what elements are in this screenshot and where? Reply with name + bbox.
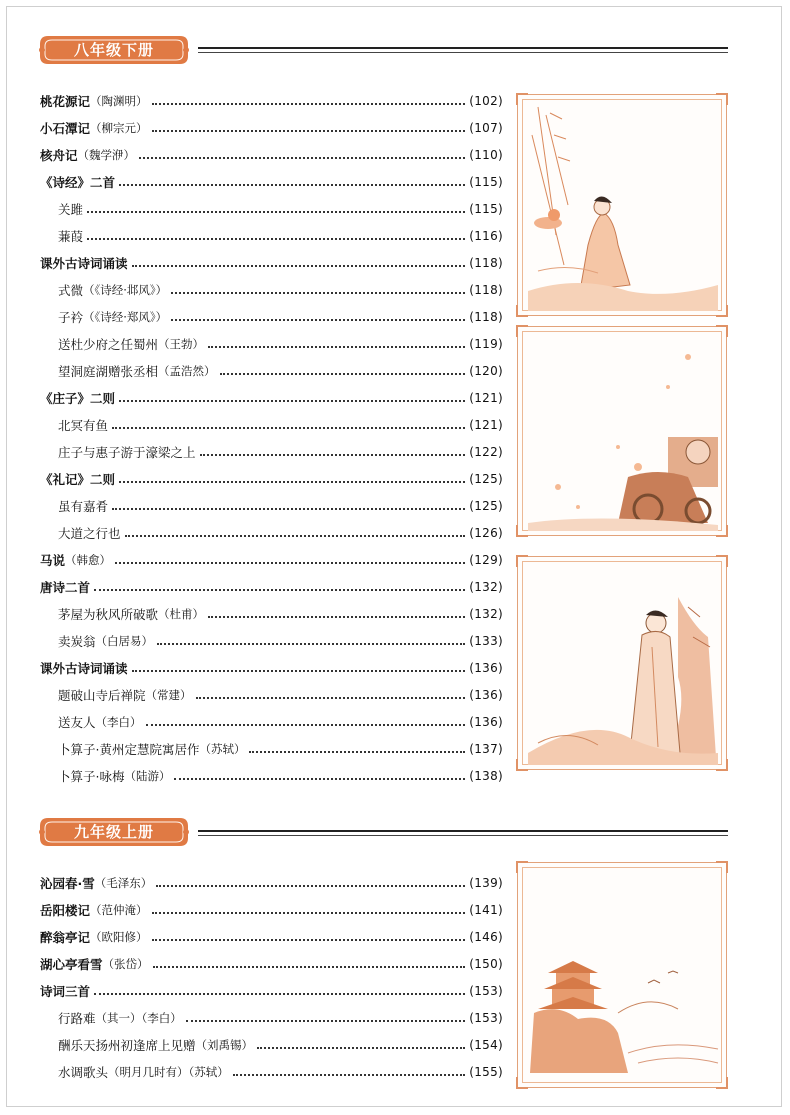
toc-entry[interactable]: 马说 （韩愈） (129) bbox=[40, 553, 503, 568]
section-title: 九年级上册 bbox=[73, 823, 154, 841]
toc-entry[interactable]: 《庄子》二则 (121) bbox=[40, 391, 503, 406]
toc-entry[interactable]: 子衿 （《诗经·郑风》） (118) bbox=[58, 310, 503, 325]
toc-entry[interactable]: 桃花源记 （陶渊明） (102) bbox=[40, 94, 503, 109]
toc-entry[interactable]: 《礼记》二则 (125) bbox=[40, 472, 503, 487]
toc-entry[interactable]: 诗词三首 (153) bbox=[40, 984, 503, 999]
toc-entry[interactable]: 望洞庭湖赠张丞相 （孟浩然） (120) bbox=[58, 364, 503, 379]
toc-entry[interactable]: 核舟记 （魏学洢） (110) bbox=[40, 148, 503, 163]
toc-entry[interactable]: 关雎 (115) bbox=[58, 202, 503, 217]
header-rule-thin bbox=[198, 52, 728, 53]
toc-entry[interactable]: 行路难 （其一）（李白） (153) bbox=[58, 1011, 503, 1026]
pavilion-landscape-illustration bbox=[517, 862, 727, 1088]
section-banner bbox=[38, 816, 190, 848]
section-header-grade9-first bbox=[38, 816, 738, 850]
section-banner bbox=[38, 34, 190, 66]
toc-entry[interactable]: 虽有嘉肴 (125) bbox=[58, 499, 503, 514]
toc-entry[interactable]: 岳阳楼记 （范仲淹） (141) bbox=[40, 903, 503, 918]
toc-entry[interactable]: 小石潭记 （柳宗元） (107) bbox=[40, 121, 503, 136]
section-header-grade8-second bbox=[38, 34, 738, 68]
toc-entry[interactable]: 题破山寺后禅院 （常建） (136) bbox=[58, 688, 503, 703]
toc-entry[interactable]: 卖炭翁 （白居易） (133) bbox=[58, 634, 503, 649]
section-title: 八年级下册 bbox=[73, 41, 154, 59]
header-rule-thin bbox=[198, 835, 728, 836]
toc-entry[interactable]: 水调歌头 （明月几时有）（苏轼） (155) bbox=[58, 1065, 503, 1080]
toc-entry[interactable]: 大道之行也 (126) bbox=[58, 526, 503, 541]
toc-entry[interactable]: 沁园春·雪 （毛泽东） (139) bbox=[40, 876, 503, 891]
toc-entry[interactable]: 课外古诗词诵读 (136) bbox=[40, 661, 503, 676]
toc-entry[interactable]: 《诗经》二首 (115) bbox=[40, 175, 503, 190]
toc-entry[interactable]: 茅屋为秋风所破歌 （杜甫） (132) bbox=[58, 607, 503, 622]
toc-entry[interactable]: 庄子与惠子游于濠梁之上 (122) bbox=[58, 445, 503, 460]
toc-entry[interactable]: 课外古诗词诵读 (118) bbox=[40, 256, 503, 271]
toc-entry[interactable]: 式微 （《诗经·邶风》） (118) bbox=[58, 283, 503, 298]
toc-entry[interactable]: 卜算子·黄州定慧院寓居作 （苏轼） (137) bbox=[58, 742, 503, 757]
toc-entry[interactable]: 送杜少府之任蜀州 （王勃） (119) bbox=[58, 337, 503, 352]
header-rule bbox=[198, 830, 728, 832]
toc-entry[interactable]: 北冥有鱼 (121) bbox=[58, 418, 503, 433]
toc-entry[interactable]: 湖心亭看雪 （张岱） (150) bbox=[40, 957, 503, 972]
toc-entry[interactable]: 送友人 （李白） (136) bbox=[58, 715, 503, 730]
toc-entry[interactable]: 酬乐天扬州初逢席上见赠 （刘禹锡） (154) bbox=[58, 1038, 503, 1053]
lady-with-lotus-illustration bbox=[517, 94, 727, 316]
toc-entry[interactable]: 蒹葭 (116) bbox=[58, 229, 503, 244]
scholar-with-chariot-illustration bbox=[517, 326, 727, 536]
toc-entry[interactable]: 卜算子·咏梅 （陆游） (138) bbox=[58, 769, 503, 784]
toc-entry[interactable]: 醉翁亭记 （欧阳修） (146) bbox=[40, 930, 503, 945]
sage-by-cliff-illustration bbox=[517, 556, 727, 770]
toc-entry[interactable]: 唐诗二首 (132) bbox=[40, 580, 503, 595]
header-rule bbox=[198, 47, 728, 49]
